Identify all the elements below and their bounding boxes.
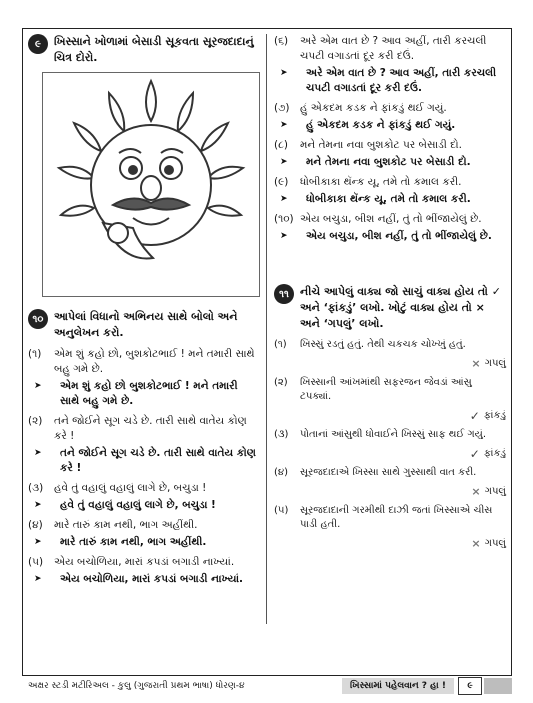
tf-item [274,466,506,499]
arrow-icon: ➤ [280,68,288,78]
question-text: નીચે આપેલું વાક્ય જો સાચું વાક્ય હોય તો ✓ અને ‘ફાંકડું’ લખો. ખોટું વાક્ય હોય તો × અને ‘ગપલું’ લખો. [300,285,501,330]
question-number-badge: ૧૧ [274,284,294,304]
arrow-icon: ➤ [280,120,288,130]
item-text: એમ શું કહો છો, બુશકોટભાઈ ! મને તમારી સાથે બહુ ગમે છે. [54,348,255,375]
left-column [28,34,258,587]
item-number: (૯) [274,176,289,188]
item-text: હવે તું વહાલું વહાલું લાગે છે, બચુડા ! [54,482,207,494]
right-column [274,34,506,551]
q10-item [28,481,258,513]
q10-item [274,212,506,244]
question-10 [28,309,258,341]
arrow-icon: ➤ [280,231,288,241]
arrow-icon: ➤ [34,537,42,547]
answer-text: અરે એમ વાત છે ? આવ અહીં, તારી કરચલી ચપટી વગાડતાં દૂર કરી દઉં. [306,67,497,94]
item-number: (૭) [274,102,290,114]
answer-text: એમ શું કહો છો બુશકોટભાઈ ! મને તમારી સાથે બહુ ગમે છે. [60,380,238,407]
tf-item [274,428,506,461]
cross-icon: × [471,485,481,498]
answer-word: ફાંકડું [483,448,506,459]
item-text: અરે એમ વાત છે ? આવ અહીં, તારી કરચલી ચપટી વગાડતાં દૂર કરી દઉં. [300,35,487,62]
q10-item [28,414,258,476]
item-number: (૨) [28,415,43,427]
cross-icon: × [471,537,481,550]
cross-icon: × [471,357,481,370]
question-text: ખિસ્સાને ખોળામાં બેસાડી સૂકવતા સૂરજદાદાનું ચિત્ર દોરો. [54,35,254,64]
page-number: ૯ [458,677,482,695]
q10-item [274,138,506,170]
question-number-badge: ૯ [28,34,48,54]
answer-text: તને જોઈને સૂગ ચડે છે. તારી સાથે વાતેય કોણ કરે ! [60,447,256,474]
answer-word: ગપલું [484,486,506,497]
item-number: (૩) [274,429,289,440]
tick-icon: ✓ [469,409,480,423]
item-number: (૪) [274,467,289,478]
item-text: ખિસ્સું રડતું હતું. તેથી ચકચક ચોખ્ખું હતું. [300,339,466,350]
tf-item [274,504,506,551]
item-text: તને જોઈને સૂગ ચડે છે. તારી સાથે વાતેય કોણ કરે ! [54,415,247,442]
item-text: એય બચોળિયા, મારાં કપડાં બગાડી નાખ્યાં. [54,556,235,568]
item-number: (૪) [28,519,43,531]
item-text: ખિસ્સાની આંખમાંથી સફરજન જેવડાં આંસુ ટપક્યાં. [300,377,472,402]
answer-text: ધોબીકાકા થૅન્ક યૂ, તમે તો કમાલ કરી. [306,193,471,205]
item-text: ધોબીકાકા થૅન્ક યૂ, તમે તો કમાલ કરી. [300,176,462,188]
page-footer [22,676,512,696]
sun-drawing [42,72,260,297]
sun-illustration [43,73,259,296]
footer-book-title: અક્ષર સ્ટડી મટીરિઅલ - કુલુ (ગુજરાતી પ્રથમ ભાષા) ધોરણ-૪ [28,681,245,691]
item-number: (૩) [28,482,44,494]
item-number: (૧૦) [274,213,294,225]
footer-tab [484,678,512,694]
answer-text: મને તેમના નવા બુશકોટ પર બેસાડી દો. [306,156,471,168]
arrow-icon: ➤ [34,500,42,510]
arrow-icon: ➤ [34,448,42,458]
item-text: એય બચુડા, બીશ નહીં, તું તો ભીંજાયેલું છે. [300,213,482,225]
arrow-icon: ➤ [280,194,288,204]
item-text: પોતાનાં આંસુથી ધોવાઈને ખિસ્સું સાફ થઈ ગયું. [300,429,487,440]
q10-item [28,555,258,587]
tf-item [274,376,506,423]
answer-text: મારે તારું કામ નથી, ભાગ અહીંથી. [60,536,207,548]
answer-word: ગપલું [484,538,506,549]
tf-item [274,338,506,371]
question-number-badge: ૧૦ [28,309,48,329]
item-text: હું એકદમ કડક ને ફાંકડું થઈ ગયું. [300,102,447,114]
tick-icon: ✓ [469,447,480,461]
q10-item [28,347,258,409]
answer-text: એય બચુડા, બીશ નહીં, તું તો ભીંજાયેલું છે. [306,230,492,242]
item-number: (૫) [28,556,44,568]
item-number: (૧) [274,339,287,350]
item-number: (૨) [274,377,288,388]
arrow-icon: ➤ [34,381,42,391]
item-number: (૮) [274,139,288,151]
item-text: સૂરજદાદાની ગરમીથી દાઝી જતાં ખિસ્સાએ ચીસ પાડી હતી. [300,505,493,530]
answer-word: ગપલું [484,358,506,369]
question-text: આપેલાં વિધાનો અભિનય સાથે બોલો અને અનુલેખન કરો. [54,310,238,339]
arrow-icon: ➤ [280,157,288,167]
question-11 [274,284,506,332]
q10-item [274,34,506,96]
answer-text: હું એકદમ કડક ને ફાંકડું થઈ ગયું. [306,119,456,131]
column-divider [266,34,267,624]
item-text: સૂરજદાદાએ ખિસ્સા સાથે ગુસ્સાથી વાત કરી. [300,467,477,478]
answer-text: હવે તું વહાલું વહાલું લાગે છે, બચુડા ! [60,499,216,511]
q10-item [274,101,506,133]
item-text: મારે તારું કામ નથી, ભાગ અહીંથી. [54,519,198,531]
q10-item [28,518,258,550]
item-number: (૫) [274,505,289,516]
item-text: મને તેમના નવા બુશકોટ પર બેસાડી દો. [300,139,462,151]
q10-item [274,175,506,207]
question-6 [28,34,258,66]
answer-text: એય બચોળિયા, મારાં કપડાં બગાડી નાખ્યાં. [60,573,244,585]
arrow-icon: ➤ [34,574,42,584]
item-number: (૧) [28,348,42,360]
item-number: (૬) [274,35,289,47]
footer-chapter-title: ખિસ્સામાં પહેલવાન ? હા ! [342,678,454,694]
answer-word: ફાંકડું [483,410,506,421]
